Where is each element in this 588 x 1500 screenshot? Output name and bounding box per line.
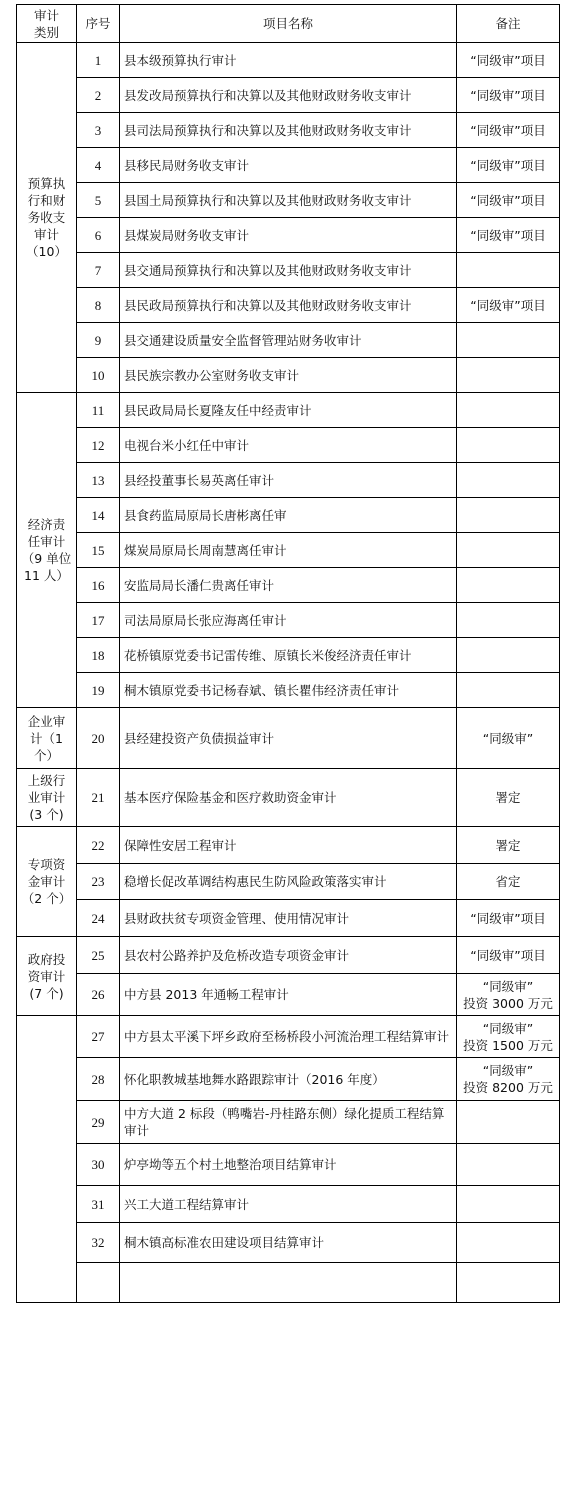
table-row [17,1016,560,1058]
table-row [17,603,560,638]
remarks-text: “同级审”项目 [470,227,546,243]
table-row [17,463,560,498]
category-label: 政府投 资审计 (7 个) [27,951,66,1001]
row-number: 22 [77,827,120,864]
remarks-text: “同级审”项目 [470,947,546,963]
project-name: 兴工大道工程结算审计 [120,1186,457,1223]
table-row [17,1101,560,1144]
category-label: 经济责 任审计 （9 单位 11 人） [21,517,72,583]
remarks-text: “同级审”项目 [470,297,546,313]
project-name: 司法局原局长张应海离任审计 [120,603,457,638]
remarks [457,43,560,78]
project-name: 县农村公路养护及危桥改造专项资金审计 [120,937,457,974]
remarks [457,638,560,673]
project-name: 保障性安居工程审计 [120,827,457,864]
table-row [17,323,560,358]
row-number: 19 [77,673,120,708]
header-project-name: 项目名称 [120,5,457,43]
table-row [17,568,560,603]
table-row [17,974,560,1016]
table-row [17,43,560,78]
remarks [457,708,560,769]
project-name: 县本级预算执行审计 [120,43,457,78]
row-number: 29 [77,1101,120,1144]
remarks [457,358,560,393]
row-number: 25 [77,937,120,974]
row-number: 30 [77,1144,120,1186]
remarks [457,864,560,900]
remarks [457,769,560,827]
category-cell [17,769,77,827]
table-row [17,864,560,900]
row-number: 26 [77,974,120,1016]
table-row [17,148,560,183]
project-name: 安监局局长潘仁贵离任审计 [120,568,457,603]
row-number: 23 [77,864,120,900]
row-number: 17 [77,603,120,638]
project-name: 县交通局预算执行和决算以及其他财政财务收支审计 [120,253,457,288]
remarks [457,568,560,603]
header-category: 审计 类别 [17,5,77,43]
table-row [17,900,560,937]
remarks [457,827,560,864]
row-number: 15 [77,533,120,568]
project-name: 中方县太平溪下坪乡政府至杨桥段小河流治理工程结算审计 [120,1016,457,1058]
project-name: 县民政局局长夏隆友任中经责审计 [120,393,457,428]
table-row [17,428,560,463]
remarks-text: “同级审”项目 [470,157,546,173]
row-number: 31 [77,1186,120,1223]
category-label: 企业审 计（1 个） [27,713,66,763]
category-cell [17,827,77,937]
table-row [17,218,560,253]
project-name: 电视台米小红任中审计 [120,428,457,463]
project-name: 基本医疗保险基金和医疗救助资金审计 [120,769,457,827]
row-number: 28 [77,1058,120,1101]
project-name: 县煤炭局财务收支审计 [120,218,457,253]
remarks-text: “同级审” 投资 3000 万元 [463,978,553,1011]
row-number: 4 [77,148,120,183]
project-name: 煤炭局原局长周南慧离任审计 [120,533,457,568]
table-row [17,393,560,428]
row-number: 24 [77,900,120,937]
remarks [457,463,560,498]
row-number: 16 [77,568,120,603]
table-body [17,43,560,1303]
table-header-row [17,5,560,43]
row-number: 1 [77,43,120,78]
project-name: 县民政局预算执行和决算以及其他财政财务收支审计 [120,288,457,323]
table-row [17,1186,560,1223]
project-name: 中方大道 2 标段（鸭嘴岩-丹桂路东侧）绿化提质工程结算审计 [120,1101,457,1144]
table-row [17,1263,560,1303]
header-number: 序号 [77,5,120,43]
category-cell [17,937,77,1016]
remarks-text: “同级审”项目 [470,87,546,103]
row-number: 8 [77,288,120,323]
row-number: 12 [77,428,120,463]
remarks [457,218,560,253]
row-number: 10 [77,358,120,393]
remarks-text: 署定 [495,837,521,853]
remarks [457,183,560,218]
table-row [17,827,560,864]
table-row [17,673,560,708]
project-name: 稳增长促改革调结构惠民生防风险政策落实审计 [120,864,457,900]
remarks [457,1223,560,1263]
category-label: 上级行 业审计 (3 个) [27,773,66,822]
table-row [17,183,560,218]
remarks [457,393,560,428]
remarks-text: 省定 [495,874,521,889]
remarks [457,533,560,568]
project-name: 桐木镇高标准农田建设项目结算审计 [120,1223,457,1263]
project-name: 中方县 2013 年通畅工程审计 [120,974,457,1016]
table-row [17,708,560,769]
remarks-text: “同级审”项目 [470,192,546,208]
remarks [457,253,560,288]
remarks [457,78,560,113]
project-name: 县食药监局原局长唐彬离任审 [120,498,457,533]
category-label: 预算执 行和财 务收支 审计 （10） [26,176,67,259]
category-cell [17,43,77,393]
category-cell [17,393,77,708]
remarks-text: “同级审” 投资 1500 万元 [463,1020,553,1053]
project-name: 县移民局财务收支审计 [120,148,457,183]
project-name: 桐木镇原党委书记杨春斌、镇长瞿伟经济责任审计 [120,673,457,708]
remarks [457,498,560,533]
table-row [17,1223,560,1263]
row-number: 7 [77,253,120,288]
remarks [457,1263,560,1303]
project-name: 县发改局预算执行和决算以及其他财政财务收支审计 [120,78,457,113]
table-row [17,1058,560,1101]
audit-project-table [16,4,560,1303]
table-row [17,638,560,673]
project-name: 县经投董事长易英离任审计 [120,463,457,498]
table-row [17,1144,560,1186]
row-number: 18 [77,638,120,673]
remarks [457,113,560,148]
remarks [457,900,560,937]
remarks [457,323,560,358]
remarks-text: “同级审” [482,730,534,746]
remarks [457,1101,560,1144]
project-name: 县交通建设质量安全监督管理站财务收审计 [120,323,457,358]
remarks-text: “同级审”项目 [470,910,546,926]
remarks [457,673,560,708]
project-name: 县财政扶贫专项资金管理、使用情况审计 [120,900,457,937]
project-name: 炉亭坳等五个村土地整治项目结算审计 [120,1144,457,1186]
row-number: 9 [77,323,120,358]
project-name: 县民族宗教办公室财务收支审计 [120,358,457,393]
row-number: 20 [77,708,120,769]
table-row [17,358,560,393]
row-number: 21 [77,769,120,827]
row-number: 13 [77,463,120,498]
remarks [457,428,560,463]
remarks [457,1186,560,1223]
table-row [17,288,560,323]
row-number: 11 [77,393,120,428]
table-row [17,113,560,148]
row-number: 27 [77,1016,120,1058]
table-row [17,769,560,827]
project-name: 怀化职教城基地舞水路跟踪审计（2016 年度） [120,1058,457,1101]
remarks [457,148,560,183]
remarks [457,288,560,323]
row-number: 14 [77,498,120,533]
row-number: 3 [77,113,120,148]
remarks-text: “同级审”项目 [470,122,546,138]
row-number: 5 [77,183,120,218]
table-row [17,78,560,113]
project-name: 县司法局预算执行和决算以及其他财政财务收支审计 [120,113,457,148]
row-number [77,1263,120,1303]
row-number: 6 [77,218,120,253]
remarks [457,603,560,638]
project-name: 县国土局预算执行和决算以及其他财政财务收支审计 [120,183,457,218]
remarks [457,1016,560,1058]
table-row [17,253,560,288]
remarks-text: 署定 [495,790,521,805]
table-row [17,937,560,974]
table-row [17,533,560,568]
project-name: 花桥镇原党委书记雷传维、原镇长米俊经济责任审计 [120,638,457,673]
remarks-text: “同级审” 投资 8200 万元 [463,1063,553,1095]
header-remarks: 备注 [457,5,560,43]
project-name: 县经建投资产负债损益审计 [120,708,457,769]
remarks [457,1144,560,1186]
remarks [457,1058,560,1101]
row-number: 32 [77,1223,120,1263]
category-cell [17,708,77,769]
row-number: 2 [77,78,120,113]
remarks-text: “同级审”项目 [470,52,546,68]
remarks [457,937,560,974]
table-row [17,498,560,533]
category-cell [17,1016,77,1303]
category-label: 专项资 金审计 （2 个） [21,857,72,906]
remarks [457,974,560,1016]
project-name [120,1263,457,1303]
